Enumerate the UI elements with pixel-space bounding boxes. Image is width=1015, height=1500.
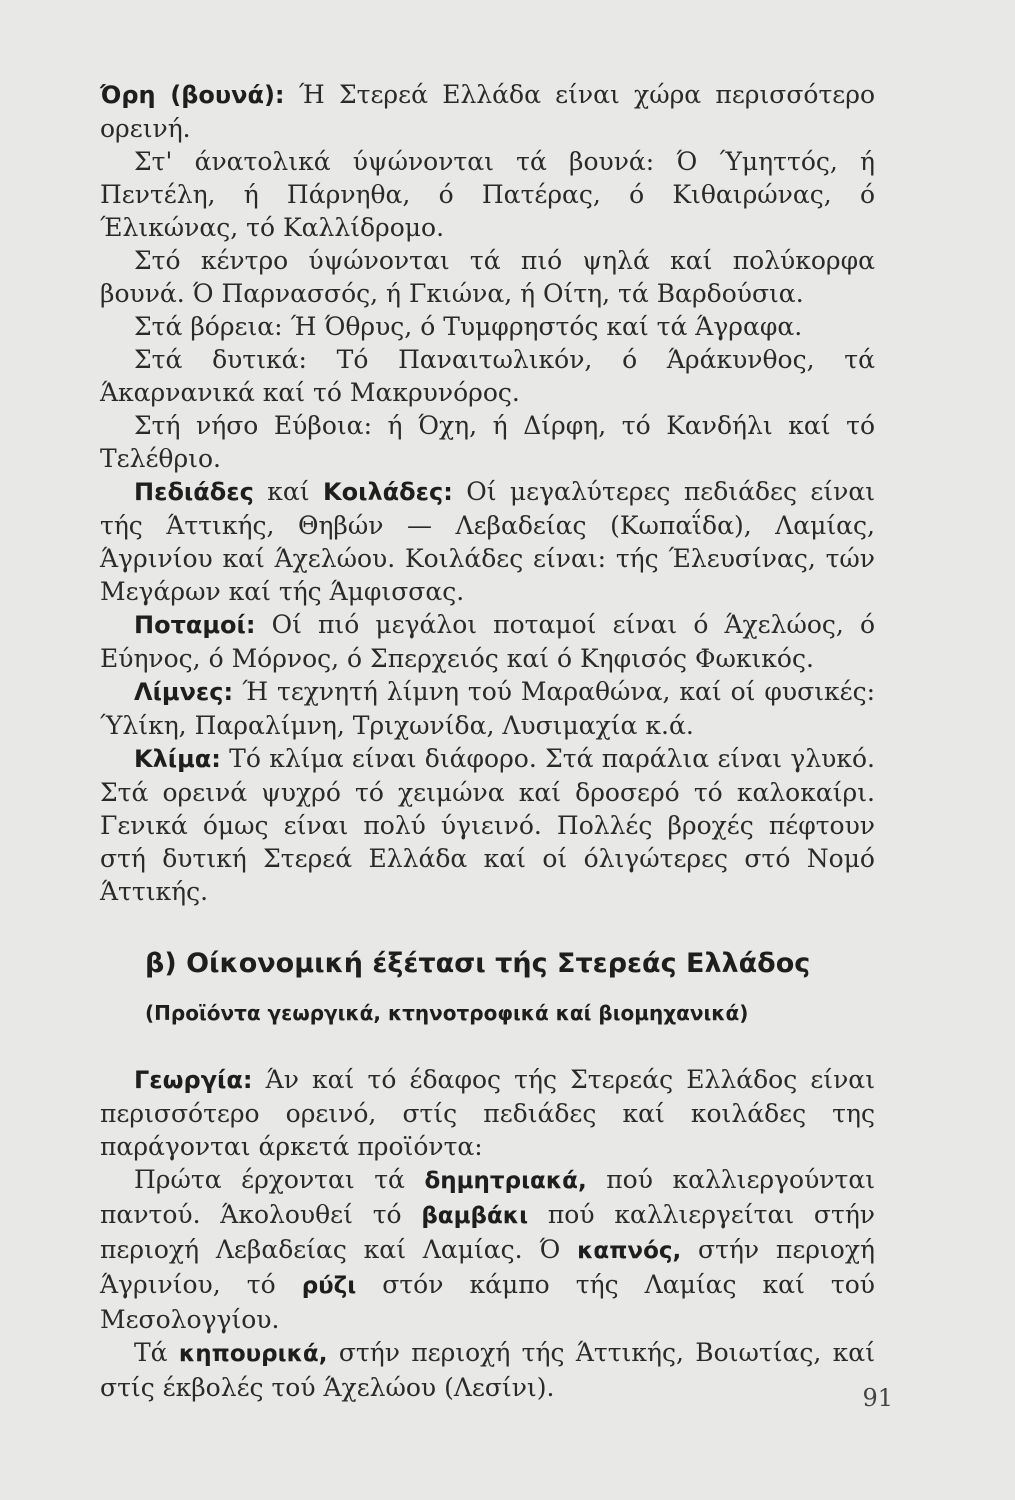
paragraph-plains-valleys bbox=[100, 475, 875, 608]
paragraph-rivers bbox=[100, 608, 875, 675]
text-lakes: Ή τεχνητή λίμνη τού Μαραθώνα, καί οί φυσικές: Ύλίκη, Παραλίμνη, Τριχωνίδα, Λυσιμαχία κ.ά. bbox=[100, 677, 875, 740]
label-climate: Κλίμα: bbox=[134, 745, 221, 773]
page-number: 91 bbox=[862, 1384, 893, 1412]
label-lakes: Λίμνες: bbox=[134, 678, 234, 706]
text-agriculture: Άν καί τό έδαφος τής Στερεάς Ελλάδος είναι περισσότερο ορεινό, στίς πεδιάδες καί κοιλάδες της παράγονται άρκετά προϊόντα: bbox=[100, 1065, 875, 1161]
keyword-cereals: δημητριακά, bbox=[424, 1168, 587, 1194]
label-plains: Πεδιάδες bbox=[134, 478, 254, 506]
paragraph-crops bbox=[100, 1163, 875, 1336]
paragraph-agriculture bbox=[100, 1063, 875, 1163]
section-subtitle: (Προϊόντα γεωργικά, κτηνοτροφικά καί βιομηχανικά) bbox=[145, 1001, 749, 1025]
paragraph-mountains bbox=[100, 78, 875, 145]
keyword-rice: ρύζι bbox=[301, 1273, 357, 1299]
paragraph-west-mountains: Στά δυτικά: Τό Παναιτωλικόν, ό Άράκυνθος, τά Άκαρνανικά καί τό Μακρυνόρος. bbox=[100, 345, 875, 407]
text-veg-2: στήν περιοχή τής Άττικής, Βοιωτίας, καί στίς έκβολές τού Άχελώου (Λεσίνι). bbox=[100, 1338, 875, 1402]
paragraph-lakes bbox=[100, 675, 875, 742]
paragraph-east-mountains: Στ' άνατολικά ύψώνονται τά βουνά: Ό Ύμηττός, ή Πεντέλη, ή Πάρνηθα, ό Πατέρας, ό Κιθαιρώνας, ό Έλικώνας, τό Καλλίδρομο. bbox=[100, 147, 875, 242]
label-mountains: Όρη (βουνά): bbox=[100, 81, 285, 109]
text-crops-3: πού καλλιεργείται στήν περιοχή Λεβαδείας καί Λαμίας. Ό bbox=[100, 1200, 876, 1264]
text-plains-mid: καί bbox=[253, 477, 323, 506]
text-crops-4: στήν περιοχή Άγρινίου, τό bbox=[100, 1235, 875, 1299]
paragraph-north-mountains: Στά βόρεια: Ή Όθρυς, ό Τυμφρηστός καί τά Άγραφα. bbox=[134, 312, 803, 341]
paragraph-vegetables bbox=[100, 1336, 875, 1404]
label-valleys: Κοιλάδες: bbox=[323, 478, 453, 506]
section-title: β) Οίκονομική έξέτασι τής Στερεάς Ελλάδος bbox=[145, 948, 811, 979]
keyword-tobacco: καπνός, bbox=[577, 1238, 682, 1264]
paragraph-evia-mountains: Στή νήσο Εύβοια: ή Όχη, ή Δίρφη, τό Κανδήλι καί τό Τελέθριο. bbox=[100, 411, 875, 473]
text-plains-valleys: Οί μεγαλύτερες πεδιάδες είναι τής Άττικής, Θηβών — Λεβαδείας (Κωπαΐδα), Λαμίας, Άγρινίου καί Άχελώου. Κοιλάδες είναι: τής Έλευσίνας, τών Μεγάρων καί τής Άμφισσας. bbox=[100, 477, 876, 606]
text-crops-2: πού καλλιεργούνται παντού. Άκολουθεί τό bbox=[100, 1165, 875, 1229]
text-climate: Τό κλίμα είναι διάφορο. Στά παράλια είναι γλυκό. Στά ορεινά ψυχρό τό χειμώνα καί δροσερό τό καλοκαίρι. Γενικά όμως είναι πολύ ύγιεινό. Πολλές βροχές πέφτουν στή δυτική Στερεά Ελλάδα καί οί όλιγώτερες στό Νομό Άττικής. bbox=[100, 744, 875, 906]
label-rivers: Ποταμοί: bbox=[134, 611, 256, 639]
text-mountains: Ή Στερεά Ελλάδα είναι χώρα περισσότερο ορεινή. bbox=[100, 80, 875, 143]
text-crops-5: στόν κάμπο τής Λαμίας καί τού Μεσολογγίου. bbox=[100, 1270, 875, 1334]
paragraph-center-mountains: Στό κέντρο ύψώνονται τά πιό ψηλά καί πολύκορφα βουνά. Ό Παρνασσός, ή Γκιώνα, ή Οίτη, τά Βαρδούσια. bbox=[100, 246, 875, 308]
text-crops-1: Πρώτα έρχονται τά bbox=[134, 1165, 425, 1194]
text-veg-1: Τά bbox=[134, 1338, 179, 1367]
label-agriculture: Γεωργία: bbox=[134, 1066, 253, 1094]
text-rivers: Οί πιό μεγάλοι ποταμοί είναι ό Άχελώος, ό Εύηνος, ό Μόρνος, ό Σπερχειός καί ό Κηφισός Φωκικός. bbox=[100, 610, 875, 673]
paragraph-climate bbox=[100, 742, 875, 908]
keyword-vegetables: κηπουρικά, bbox=[178, 1341, 328, 1367]
keyword-cotton: βαμβάκι bbox=[421, 1203, 529, 1229]
